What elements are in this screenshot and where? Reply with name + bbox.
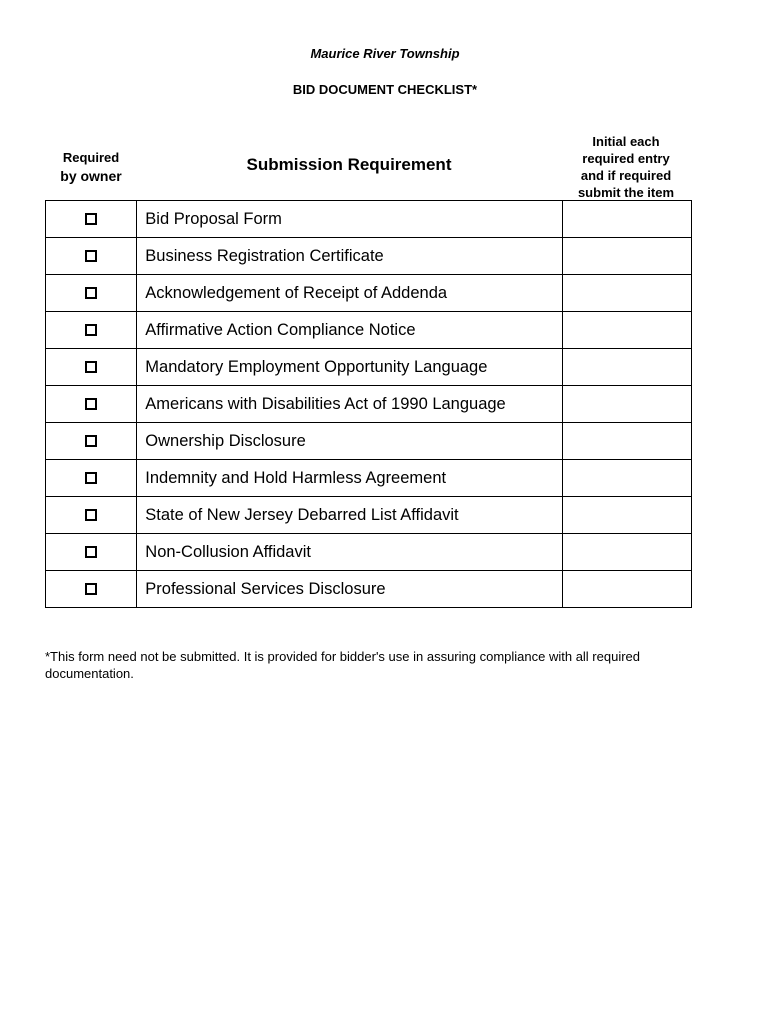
- requirement-label: Mandatory Employment Opportunity Language: [137, 349, 562, 386]
- table-row: [46, 238, 692, 275]
- table-row: [46, 534, 692, 571]
- table-row: [46, 423, 692, 460]
- required-cell: [46, 312, 137, 349]
- table-row: [46, 571, 692, 608]
- initial-field[interactable]: [562, 571, 691, 608]
- requirement-label: Acknowledgement of Receipt of Addenda: [137, 275, 562, 312]
- checkbox-icon[interactable]: [85, 213, 97, 225]
- initial-field[interactable]: [562, 497, 691, 534]
- checkbox-icon[interactable]: [85, 324, 97, 336]
- required-cell: [46, 349, 137, 386]
- required-cell: [46, 571, 137, 608]
- required-cell: [46, 201, 137, 238]
- initial-field[interactable]: [562, 460, 691, 497]
- table-row: [46, 275, 692, 312]
- checkbox-icon[interactable]: [85, 583, 97, 595]
- initial-field[interactable]: [562, 349, 691, 386]
- checkbox-icon[interactable]: [85, 546, 97, 558]
- required-cell: [46, 460, 137, 497]
- table-row: [46, 497, 692, 534]
- requirement-label: State of New Jersey Debarred List Affidavit: [137, 497, 562, 534]
- requirement-label: Indemnity and Hold Harmless Agreement: [137, 460, 562, 497]
- required-cell: [46, 386, 137, 423]
- initial-header-line: submit the item: [577, 185, 675, 200]
- requirement-label: Ownership Disclosure: [137, 423, 562, 460]
- required-cell: [46, 275, 137, 312]
- required-header-line: Required: [62, 150, 120, 165]
- table-row: [46, 201, 692, 238]
- checkbox-icon[interactable]: [85, 287, 97, 299]
- initial-header-line: and if required: [580, 168, 672, 183]
- footnote: *This form need not be submitted. It is provided for bidder's use in assuring compliance with all required documentation.: [45, 649, 641, 681]
- initial-field[interactable]: [562, 201, 691, 238]
- requirement-label: Americans with Disabilities Act of 1990 Language: [137, 386, 562, 423]
- checkbox-icon[interactable]: [85, 398, 97, 410]
- checkbox-icon[interactable]: [85, 250, 97, 262]
- requirement-label: Professional Services Disclosure: [137, 571, 562, 608]
- initial-field[interactable]: [562, 312, 691, 349]
- requirement-label: Business Registration Certificate: [137, 238, 562, 275]
- initial-header-line: required entry: [582, 151, 670, 166]
- required-cell: [46, 534, 137, 571]
- initial-field[interactable]: [562, 238, 691, 275]
- initial-field[interactable]: [562, 275, 691, 312]
- initial-header-line: Initial each: [592, 134, 660, 149]
- checkbox-icon[interactable]: [85, 435, 97, 447]
- requirement-label: Affirmative Action Compliance Notice: [137, 312, 562, 349]
- checkbox-icon[interactable]: [85, 509, 97, 521]
- required-column-header: [46, 148, 136, 186]
- township-name: Maurice River Township: [310, 46, 460, 61]
- checkbox-icon[interactable]: [85, 361, 97, 373]
- required-cell: [46, 238, 137, 275]
- table-row: [46, 312, 692, 349]
- initial-column-header: [562, 133, 690, 201]
- initial-field[interactable]: [562, 423, 691, 460]
- requirement-label: Bid Proposal Form: [137, 201, 562, 238]
- document-title: BID DOCUMENT CHECKLIST*: [292, 82, 478, 97]
- checkbox-icon[interactable]: [85, 472, 97, 484]
- initial-field[interactable]: [562, 534, 691, 571]
- table-row: [46, 460, 692, 497]
- required-cell: [46, 423, 137, 460]
- table-row: [46, 386, 692, 423]
- requirement-label: Non-Collusion Affidavit: [137, 534, 562, 571]
- initial-field[interactable]: [562, 386, 691, 423]
- submission-column-header: Submission Requirement: [246, 155, 452, 174]
- table-row: [46, 349, 692, 386]
- required-cell: [46, 497, 137, 534]
- checklist-table: [45, 200, 692, 608]
- required-header-line: by owner: [60, 168, 122, 184]
